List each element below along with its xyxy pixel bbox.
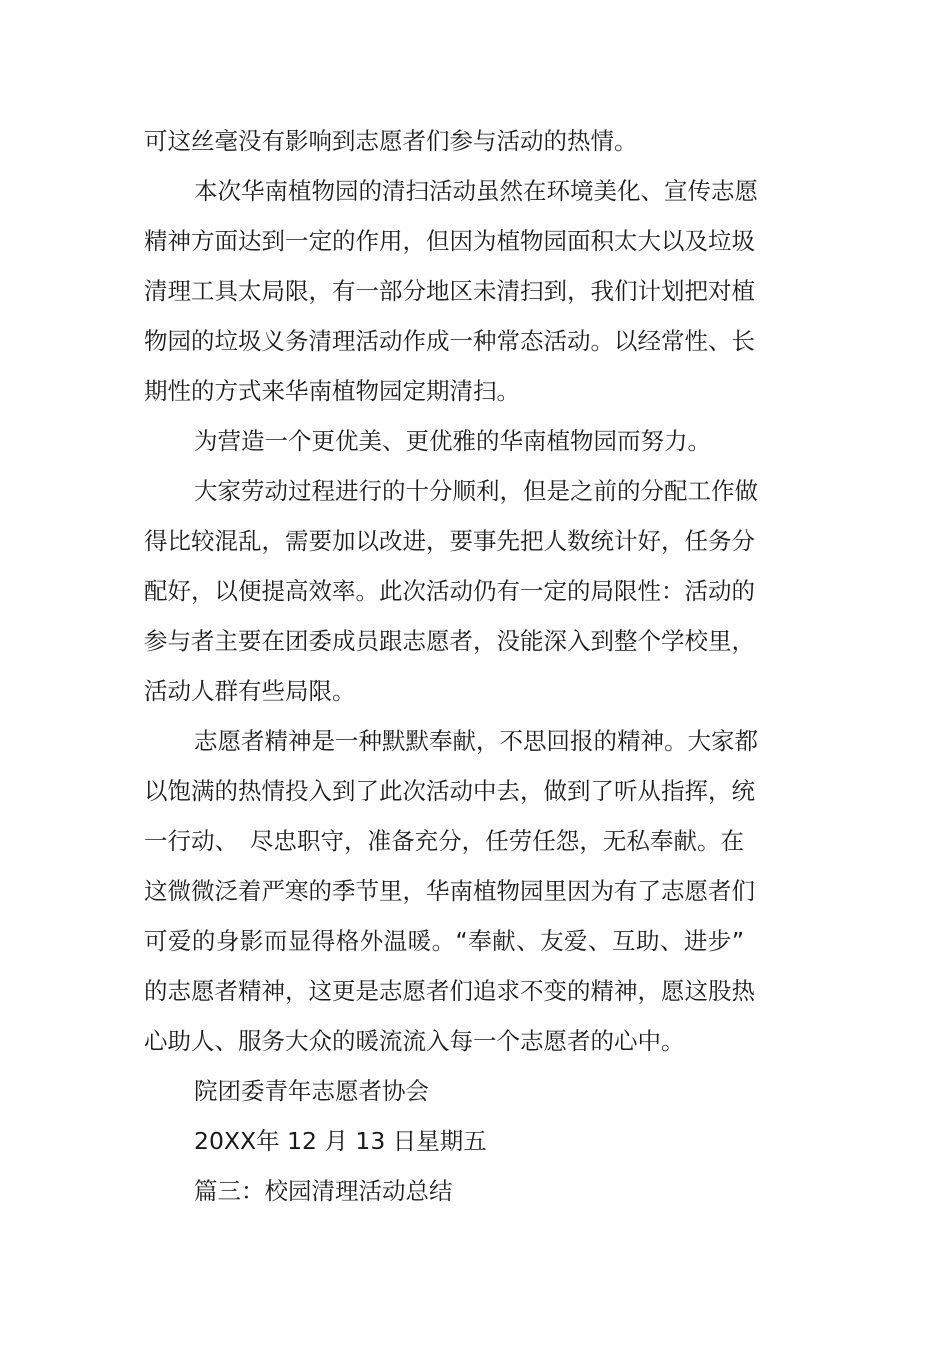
text-line: 物园的垃圾义务清理活动作成一种常态活动。以经常性、长 bbox=[144, 327, 755, 355]
signature-date: 20XX年 12 月 13 日星期五 bbox=[194, 1127, 487, 1155]
text-line: 一行动、 尽忠职守，准备充分，任劳任怨，无私奉献。在 bbox=[144, 827, 744, 855]
text-line: 可爱的身影而显得格外温暖。“奉献、友爱、互助、进步” bbox=[144, 927, 744, 955]
text-line: 期性的方式来华南植物园定期清扫。 bbox=[144, 377, 520, 405]
paragraph-start-line: 志愿者精神是一种默默奉献，不思回报的精神。大家都 bbox=[194, 727, 758, 755]
text-line: 得比较混乱，需要加以改进，要事先把人数统计好，任务分 bbox=[144, 527, 755, 555]
text-line: 以饱满的热情投入到了此次活动中去，做到了听从指挥，统 bbox=[144, 777, 755, 805]
text-line: 这微微泛着严寒的季节里，华南植物园里因为有了志愿者们 bbox=[144, 877, 755, 905]
document-body bbox=[144, 116, 758, 1216]
paragraph-start-line: 为营造一个更优美、更优雅的华南植物园而努力。 bbox=[194, 427, 711, 455]
text-line: 的志愿者精神，这更是志愿者们追求不变的精神，愿这股热 bbox=[144, 977, 755, 1005]
text-line: 可这丝毫没有影响到志愿者们参与活动的热情。 bbox=[144, 127, 638, 155]
text-line: 参与者主要在团委成员跟志愿者，没能深入到整个学校里， bbox=[144, 627, 755, 655]
signature-organization: 院团委青年志愿者协会 bbox=[194, 1077, 429, 1105]
text-line: 活动人群有些局限。 bbox=[144, 677, 356, 705]
paragraph-start-line: 本次华南植物园的清扫活动虽然在环境美化、宣传志愿 bbox=[194, 177, 758, 205]
text-line: 清理工具太局限，有一部分地区未清扫到，我们计划把对植 bbox=[144, 277, 755, 305]
paragraph-start-line: 大家劳动过程进行的十分顺利，但是之前的分配工作做 bbox=[194, 477, 758, 505]
text-line: 精神方面达到一定的作用，但因为植物园面积太大以及垃圾 bbox=[144, 227, 755, 255]
text-line: 配好，以便提高效率。此次活动仍有一定的局限性：活动的 bbox=[144, 577, 755, 605]
section-heading: 篇三：校园清理活动总结 bbox=[194, 1177, 453, 1205]
text-line: 心助人、服务大众的暖流流入每一个志愿者的心中。 bbox=[144, 1027, 685, 1055]
